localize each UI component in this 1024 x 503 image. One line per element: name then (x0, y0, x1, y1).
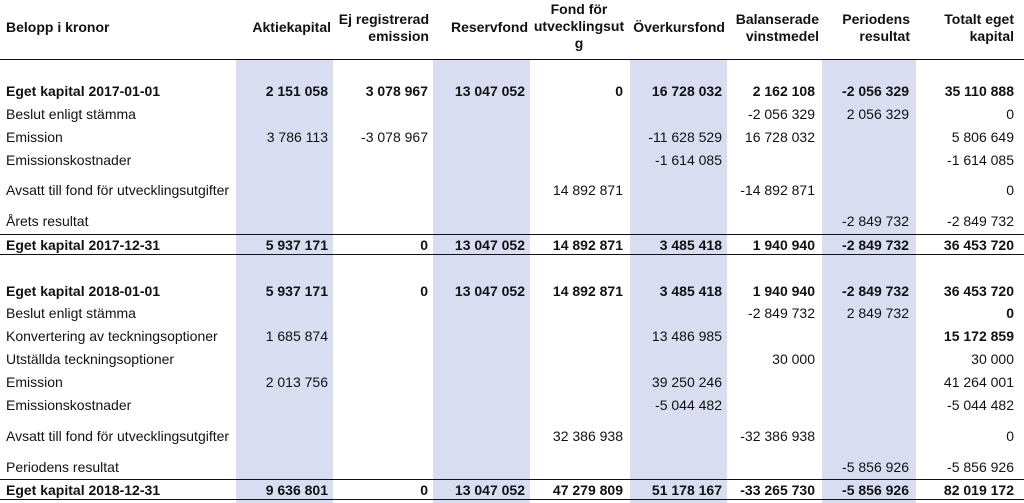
cell-periodens: 2 056 329 (846, 106, 909, 122)
header-periodens (822, 11, 910, 45)
cell-totalt: 15 172 859 (943, 328, 1014, 344)
cell-overkursfond: 16 728 032 (651, 83, 722, 99)
row-label: Emissionskostnader (6, 397, 132, 413)
cell-totalt: 0 (1006, 182, 1014, 198)
cell-aktiekapital: 2 013 756 (265, 374, 328, 390)
cell-fond-utveckling: 14 892 871 (552, 182, 623, 198)
header-balanserade (727, 11, 819, 45)
cell-totalt: -1 614 085 (947, 152, 1014, 168)
cell-periodens: -5 856 926 (842, 459, 909, 475)
cell-overkursfond: 13 486 985 (651, 328, 722, 344)
row-label: Eget kapital 2018-01-01 (6, 283, 161, 299)
cell-fond-utveckling: 47 279 809 (552, 482, 623, 498)
cell-periodens: -2 056 329 (842, 83, 909, 99)
cell-overkursfond: 3 485 418 (659, 237, 722, 253)
cell-reservfond: 13 047 052 (454, 283, 525, 299)
row-label: Eget kapital 2017-12-31 (6, 237, 161, 253)
cell-totalt: 41 264 001 (943, 374, 1014, 390)
cell-periodens: -2 849 732 (842, 213, 909, 229)
cell-balanserade: 30 000 (772, 351, 815, 367)
cell-aktiekapital: 9 636 801 (265, 482, 328, 498)
header-per-line2: resultat (859, 28, 910, 44)
header-overkursfond: Överkursfond (633, 19, 725, 35)
header-fond (530, 1, 628, 52)
cell-balanserade: -2 056 329 (748, 106, 815, 122)
header-label: Belopp i kronor (6, 19, 110, 35)
header-fond-line1: Fond för (550, 1, 608, 17)
header-rule (0, 59, 1024, 60)
cell-overkursfond: 39 250 246 (651, 374, 722, 390)
row-label: Avsatt till fond för utvecklingsutgifter (6, 428, 230, 444)
cell-balanserade: 1 940 940 (752, 237, 815, 253)
cell-totalt: 30 000 (971, 351, 1014, 367)
cell-aktiekapital: 3 786 113 (266, 129, 328, 145)
header-reservfond: Reservfond (450, 19, 528, 35)
row-label: Emissionskostnader (6, 152, 132, 168)
cell-balanserade: -32 386 938 (740, 428, 815, 444)
cell-fond-utveckling: 0 (615, 83, 623, 99)
cell-overkursfond: 3 485 418 (659, 283, 722, 299)
header-bal-line2: vinstmedel (745, 28, 819, 44)
cell-reservfond: 13 047 052 (454, 83, 525, 99)
cell-periodens: 2 849 732 (846, 305, 909, 321)
cell-ej-registrerad: 0 (420, 482, 428, 498)
cell-fond-utveckling: 14 892 871 (552, 283, 623, 299)
row-label: Eget kapital 2018-12-31 (6, 482, 161, 498)
cell-totalt: -2 849 732 (947, 213, 1014, 229)
cell-reservfond: 13 047 052 (454, 237, 525, 253)
row-label: Beslut enligt stämma (6, 106, 136, 122)
cell-reservfond: 13 047 052 (454, 482, 525, 498)
header-ej-registrerad (333, 11, 429, 45)
row-label: Utställda teckningsoptioner (6, 351, 175, 367)
header-totalt (916, 11, 1014, 45)
cell-totalt: 5 806 649 (951, 129, 1014, 145)
cell-aktiekapital: 5 937 171 (265, 237, 328, 253)
cell-fond-utveckling: 32 386 938 (552, 428, 623, 444)
header-fond-line2: utvecklingsut (533, 18, 625, 34)
row-label: Beslut enligt stämma (6, 305, 136, 321)
cell-aktiekapital: 5 937 171 (265, 283, 328, 299)
cell-ej-registrerad: 0 (420, 283, 428, 299)
header-tot-line1: Totalt eget (944, 11, 1014, 27)
header-aktiekapital: Aktiekapital (252, 19, 331, 35)
cell-periodens: -2 849 732 (842, 283, 909, 299)
cell-totalt: 0 (1006, 106, 1014, 122)
rule-2017-bottom (0, 254, 1024, 255)
cell-totalt: 36 453 720 (943, 283, 1014, 299)
rule-2017-top (0, 234, 1024, 235)
cell-balanserade: -14 892 871 (740, 182, 815, 198)
cell-totalt: -5 856 926 (947, 459, 1014, 475)
cell-overkursfond: 51 178 167 (651, 482, 722, 498)
header-tot-line2: kapital (969, 28, 1014, 44)
cell-aktiekapital: 2 151 058 (265, 83, 328, 99)
cell-balanserade: 16 728 032 (744, 129, 815, 145)
cell-periodens: -2 849 732 (842, 237, 909, 253)
cell-balanserade: 2 162 108 (752, 83, 815, 99)
cell-balanserade: -2 849 732 (748, 305, 815, 321)
cell-balanserade: -33 265 730 (740, 482, 815, 498)
row-label: Eget kapital 2017-01-01 (6, 83, 161, 99)
header-ej-line2: emission (368, 28, 429, 44)
rule-2018-top (0, 479, 1024, 480)
cell-overkursfond: -11 628 529 (648, 129, 722, 145)
cell-periodens: -5 856 926 (842, 482, 909, 498)
row-label: Emission (6, 129, 63, 145)
cell-totalt: -5 044 482 (947, 397, 1014, 413)
row-label: Konvertering av teckningsoptioner (6, 328, 218, 344)
cell-totalt: 0 (1006, 305, 1014, 321)
cell-overkursfond: -1 614 085 (655, 152, 722, 168)
header-ej-line1: Ej registrerad (338, 11, 429, 27)
cell-totalt: 82 019 172 (943, 482, 1014, 498)
rule-2018-bottom (0, 499, 1024, 500)
cell-totalt: 36 453 720 (943, 237, 1014, 253)
cell-ej-registrerad: 0 (420, 237, 428, 253)
row-label: Periodens resultat (6, 459, 119, 475)
cell-balanserade: 1 940 940 (752, 283, 815, 299)
header-per-line1: Periodens (842, 11, 910, 27)
cell-totalt: 35 110 888 (944, 83, 1014, 99)
header-fond-line3: g (574, 35, 584, 51)
cell-totalt: 0 (1006, 428, 1014, 444)
cell-overkursfond: -5 044 482 (655, 397, 722, 413)
row-label: Avsatt till fond för utvecklingsutgifter (6, 182, 230, 198)
cell-ej-registrerad: 3 078 967 (365, 83, 428, 99)
cell-aktiekapital: 1 685 874 (265, 328, 328, 344)
cell-ej-registrerad: -3 078 967 (361, 129, 428, 145)
header-bal-line1: Balanserade (735, 11, 819, 27)
row-label: Årets resultat (6, 213, 89, 229)
cell-fond-utveckling: 14 892 871 (552, 237, 623, 253)
row-label: Emission (6, 374, 63, 390)
